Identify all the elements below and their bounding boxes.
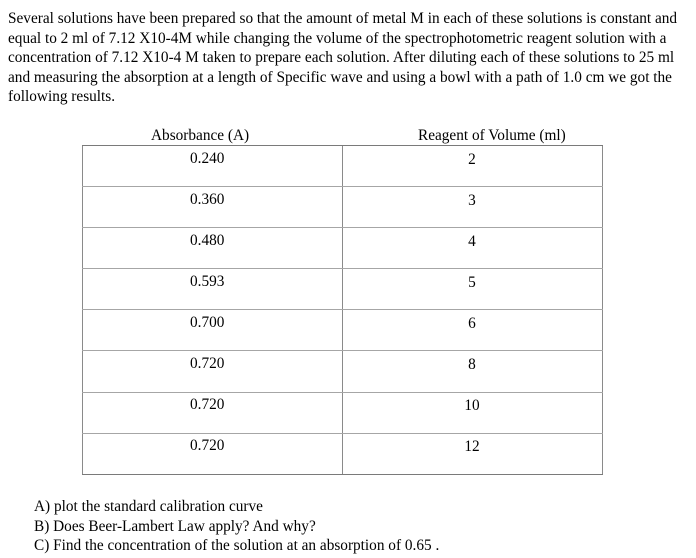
absorbance-cell: 0.720 [190, 396, 225, 413]
volume-cell: 10 [464, 397, 480, 414]
absorbance-cell: 0.720 [190, 437, 225, 454]
volume-cell: 3 [468, 192, 476, 209]
problem-statement: Several solutions have been prepared so that the amount of metal M in each of these solutions is constant and equal to 2 ml of 7.12 X10-4M while changing the volume of the spectrophotometric reagent solution with a concentration of 7.12 X10-4 M taken to prepare each solution. After diluting each of these solutions to 25 ml and measuring the absorption at a length of Specific wave and using a bowl with a path of 1.0 cm we got the following results. [8, 10, 678, 106]
table-right-border [602, 145, 603, 475]
results-table [82, 145, 603, 475]
absorbance-cell: 0.720 [190, 355, 225, 372]
absorbance-column-header: Absorbance (A) [151, 127, 250, 144]
volume-cell: 12 [464, 438, 480, 455]
table-column-divider [342, 145, 343, 475]
absorbance-cell: 0.240 [190, 150, 225, 167]
volume-column-header: Reagent of Volume (ml) [418, 127, 566, 144]
absorbance-cell: 0.700 [190, 314, 225, 331]
table-row-divider [82, 433, 603, 434]
volume-cell: 8 [468, 356, 476, 373]
table-left-border [82, 145, 83, 475]
questions-list [34, 497, 439, 556]
table-bottom-border [82, 474, 603, 475]
table-row-divider [82, 392, 603, 393]
table-row-divider [82, 145, 603, 146]
question-c: C) Find the concentration of the solution at an absorption of 0.65 . [34, 537, 440, 555]
absorbance-cell: 0.593 [190, 273, 225, 290]
table-row-divider [82, 268, 603, 269]
absorbance-cell: 0.480 [190, 232, 225, 249]
table-row-divider [82, 227, 603, 228]
volume-cell: 6 [468, 315, 476, 332]
table-row-divider [82, 309, 603, 310]
volume-cell: 2 [468, 151, 476, 168]
table-row-divider [82, 186, 603, 187]
table-row-divider [82, 350, 603, 351]
question-a: A) plot the standard calibration curve [34, 498, 263, 515]
absorbance-cell: 0.360 [190, 191, 225, 208]
question-b: B) Does Beer-Lambert Law apply? And why? [34, 517, 316, 535]
volume-cell: 5 [468, 274, 476, 291]
volume-cell: 4 [468, 233, 476, 250]
